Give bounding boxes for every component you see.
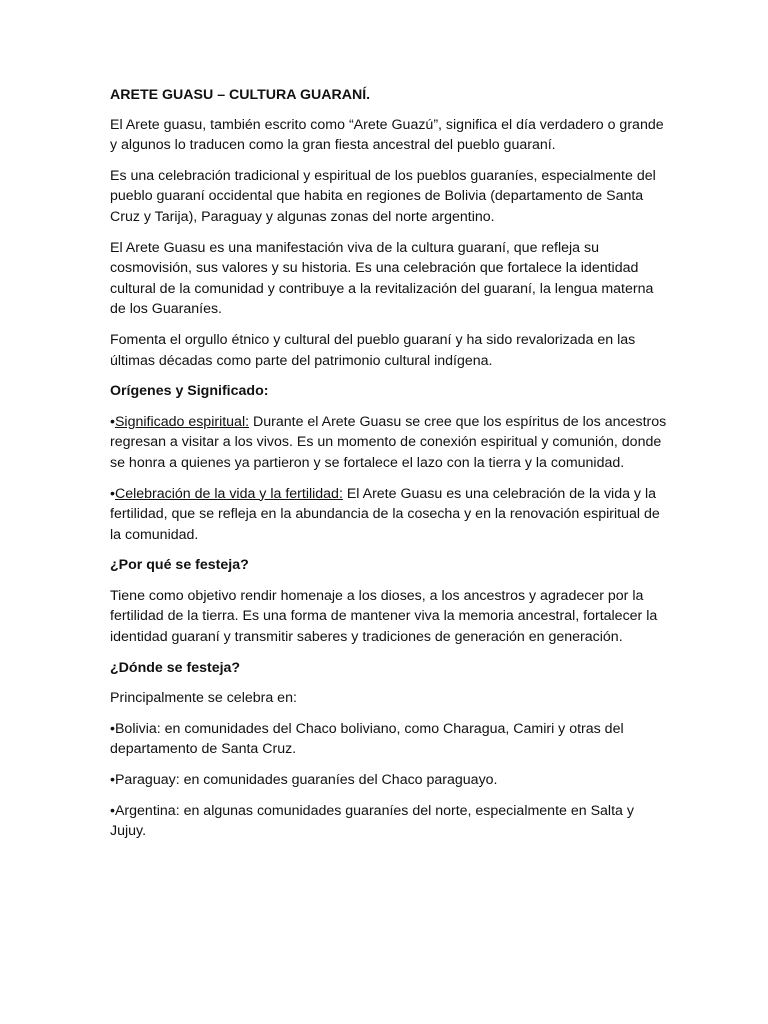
origins-heading: Orígenes y Significado: bbox=[110, 383, 269, 400]
why-paragraph: Tiene como objetivo rendir homenaje a los dioses, a los ancestros y agradecer por la fertilidad de la tierra. Es una forma de mantener viva la memoria ancestral, fortalecer la identidad guaraní y transmitir saberes y tradiciones de generación en generación. bbox=[110, 587, 658, 646]
origins-item-text: El Arete Guasu es una celebración de la vida y la fertilidad, que se refleja en la abundancia de la cosecha y en la renovación espiritual de la comunidad. bbox=[110, 485, 660, 543]
where-intro: Principalmente se celebra en: bbox=[110, 690, 297, 707]
document-title: ARETE GUASU – CULTURA GUARANÍ. bbox=[110, 87, 371, 103]
origins-item-fertility bbox=[110, 484, 668, 546]
intro-paragraph-4: Fomenta el orgullo étnico y cultural del pueblo guaraní y ha sido revalorizada en las últimas décadas como parte del patrimonio cultural indígena. bbox=[110, 331, 636, 369]
bullet: • bbox=[110, 413, 115, 430]
bullet: • bbox=[110, 485, 115, 502]
origins-item-text: Durante el Arete Guasu se cree que los espíritus de los ancestros regresan a visitar a los vivos. Es un momento de conexión espiritual y comunión, donde se honra a quienes ya partieron y se fortalece el lazo con la tierra y la comunidad. bbox=[110, 413, 667, 471]
where-item-bolivia: •Bolivia: en comunidades del Chaco boliviano, como Charagua, Camiri y otras del departamento de Santa Cruz. bbox=[110, 720, 624, 758]
origins-item-label: Significado espiritual: bbox=[114, 413, 250, 430]
why-heading: ¿Por qué se festeja? bbox=[110, 557, 249, 574]
where-heading: ¿Dónde se festeja? bbox=[110, 659, 241, 676]
intro-paragraph-2: Es una celebración tradicional y espiritual de los pueblos guaraníes, especialmente del pueblo guaraní occidental que habita en regiones de Bolivia (departamento de Santa Cruz y Tarija), Paraguay y algunas zonas del norte argentino. bbox=[110, 167, 656, 225]
where-item-argentina: •Argentina: en algunas comunidades guaraníes del norte, especialmente en Salta y Jujuy. bbox=[110, 802, 634, 840]
intro-paragraph-1: El Arete guasu, también escrito como “Arete Guazú”, significa el día verdadero o grande y algunos lo traducen como la gran fiesta ancestral del pueblo guaraní. bbox=[110, 116, 664, 154]
origins-item-spiritual bbox=[110, 412, 668, 474]
where-item-paraguay: •Paraguay: en comunidades guaraníes del Chaco paraguayo. bbox=[110, 772, 498, 789]
origins-item-label: Celebración de la vida y la fertilidad: bbox=[114, 485, 343, 502]
intro-paragraph-3: El Arete Guasu es una manifestación viva de la cultura guaraní, que refleja su cosmovisión, sus valores y su historia. Es una celebración que fortalece la identidad cultural de la comunidad y contribuye a la revitalización del guaraní, la lengua materna de los Guaraníes. bbox=[110, 239, 654, 318]
